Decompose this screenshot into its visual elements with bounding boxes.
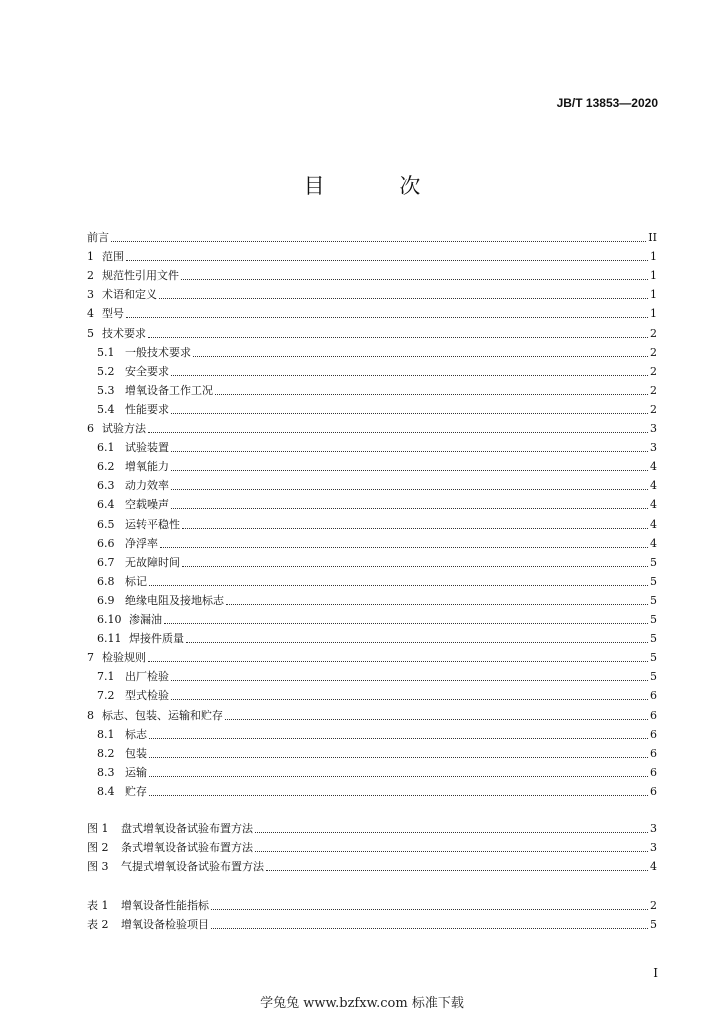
toc-entry-page: 4 bbox=[650, 517, 657, 531]
toc-entry-page: 2 bbox=[650, 899, 657, 912]
leader-dots bbox=[160, 546, 648, 548]
toc-entry-number: 7.1 bbox=[97, 670, 115, 684]
toc-row bbox=[87, 495, 657, 514]
toc-entry-label: 标记 bbox=[125, 574, 147, 588]
toc-entry-number: 表 2 bbox=[87, 918, 109, 932]
toc-entry-number: 图 1 bbox=[87, 822, 109, 835]
leader-dots bbox=[149, 756, 648, 758]
toc-entry-number: 6.9 bbox=[97, 593, 115, 607]
toc-entry-label: 增氧设备工作工况 bbox=[125, 383, 213, 397]
toc-entry-page: 5 bbox=[650, 593, 657, 607]
leader-dots bbox=[266, 869, 648, 871]
toc-entry-number: 6.11 bbox=[97, 632, 122, 646]
toc-entry-page: 1 bbox=[650, 307, 657, 321]
toc-entry-label: 条式增氧设备试验布置方法 bbox=[121, 841, 253, 855]
toc-entry-number: 5.1 bbox=[97, 345, 115, 359]
toc-row bbox=[87, 629, 657, 648]
toc-entry-number: 5.2 bbox=[97, 364, 115, 378]
toc-entry-page: 5 bbox=[650, 555, 657, 569]
leader-dots bbox=[215, 393, 648, 395]
toc-entry-number: 6.10 bbox=[97, 613, 122, 626]
toc-row bbox=[87, 400, 657, 419]
toc-entry-label: 绝缘电阻及接地标志 bbox=[125, 593, 224, 607]
toc-entry-page: 6 bbox=[650, 689, 657, 703]
leader-dots bbox=[111, 240, 646, 242]
toc-entry-label: 技术要求 bbox=[102, 326, 146, 340]
toc-entry-label: 检验规则 bbox=[102, 651, 146, 665]
leader-dots bbox=[181, 278, 648, 280]
toc-entry-label: 增氧设备检验项目 bbox=[121, 918, 209, 932]
toc-row bbox=[87, 534, 657, 553]
figure-list-row bbox=[87, 819, 657, 838]
toc-entry-label: 试验装置 bbox=[125, 441, 169, 455]
toc-entry-page: 5 bbox=[650, 632, 657, 646]
toc-row bbox=[87, 324, 657, 343]
figure-list-row bbox=[87, 838, 657, 857]
toc-entry-label: 出厂检验 bbox=[125, 670, 169, 684]
toc-entry-page: 2 bbox=[650, 364, 657, 378]
toc-entry-number: 8 bbox=[87, 708, 94, 722]
toc-row bbox=[87, 610, 657, 629]
leader-dots bbox=[148, 431, 648, 433]
toc-entry-label: 型号 bbox=[102, 307, 124, 321]
leader-dots bbox=[171, 679, 648, 681]
leader-dots bbox=[148, 336, 648, 338]
toc-entry-label: 包装 bbox=[125, 746, 147, 760]
leader-dots bbox=[149, 584, 648, 586]
toc-entry-number: 5 bbox=[87, 326, 94, 340]
toc-entry-number: 3 bbox=[87, 288, 94, 302]
leader-dots bbox=[126, 316, 648, 318]
leader-dots bbox=[171, 450, 648, 452]
toc-entry-page: 4 bbox=[650, 460, 657, 474]
toc-row bbox=[87, 343, 657, 362]
toc-entry-label: 贮存 bbox=[125, 784, 147, 798]
watermark: 学兔兔 www.bzfxw.com 标准下载 bbox=[260, 996, 464, 1011]
toc-entry-page: 2 bbox=[650, 326, 657, 340]
toc-entry-page: 6 bbox=[650, 708, 657, 722]
toc-row bbox=[87, 285, 657, 304]
toc-entry-label: 增氧能力 bbox=[125, 460, 169, 474]
toc-entry-label: 一般技术要求 bbox=[125, 345, 191, 359]
toc-entry-page: 1 bbox=[650, 269, 657, 283]
toc-entry-number: 6.8 bbox=[97, 574, 115, 588]
toc-entry-label: 型式检验 bbox=[125, 689, 169, 703]
toc-entry-page: 4 bbox=[650, 498, 657, 512]
toc-entry-number: 6.1 bbox=[97, 441, 115, 455]
toc-row bbox=[87, 648, 657, 667]
toc-row bbox=[87, 553, 657, 572]
toc-row bbox=[87, 667, 657, 686]
toc-entry-page: 2 bbox=[650, 402, 657, 416]
toc-entry-label: 标志 bbox=[125, 727, 147, 741]
toc-row bbox=[87, 572, 657, 591]
leader-dots bbox=[186, 641, 648, 643]
toc-entry-page: 4 bbox=[650, 860, 657, 874]
toc-entry-number: 6.2 bbox=[97, 460, 115, 474]
toc-entry-label: 焊接件质量 bbox=[129, 632, 184, 646]
toc-entry-number: 6.3 bbox=[97, 479, 115, 493]
toc-entry-number: 8.4 bbox=[97, 784, 115, 798]
toc-row bbox=[87, 438, 657, 457]
leader-dots bbox=[226, 603, 648, 605]
leader-dots bbox=[225, 718, 648, 720]
leader-dots bbox=[164, 622, 648, 624]
toc-row bbox=[87, 266, 657, 285]
toc-entry-page: 4 bbox=[650, 479, 657, 493]
page-number: I bbox=[653, 966, 658, 980]
toc-entry-label: 增氧设备性能指标 bbox=[121, 899, 209, 912]
toc-entry-number: 2 bbox=[87, 269, 94, 283]
toc-row bbox=[87, 744, 657, 763]
toc-entry-label: 性能要求 bbox=[125, 402, 169, 416]
leader-dots bbox=[255, 850, 648, 852]
toc-row bbox=[87, 362, 657, 381]
toc-entry-label: 术语和定义 bbox=[102, 288, 157, 302]
leader-dots bbox=[211, 927, 648, 929]
toc-entry-number: 图 2 bbox=[87, 841, 109, 855]
toc-entry-page: 3 bbox=[650, 422, 657, 435]
toc-entry-label: 无故障时间 bbox=[125, 555, 180, 569]
toc-entry-label: 气提式增氧设备试验布置方法 bbox=[121, 860, 264, 874]
toc-entry-label: 净浮率 bbox=[125, 536, 158, 550]
toc-row bbox=[87, 763, 657, 782]
toc-row bbox=[87, 706, 657, 725]
toc-entry-page: 4 bbox=[650, 536, 657, 550]
leader-dots bbox=[182, 527, 648, 529]
leader-dots bbox=[171, 488, 648, 490]
toc-row bbox=[87, 686, 657, 705]
leader-dots bbox=[171, 698, 648, 700]
toc-entry-page: 6 bbox=[650, 727, 657, 741]
leader-dots bbox=[149, 794, 648, 796]
leader-dots bbox=[149, 737, 648, 739]
toc-entry-number: 7 bbox=[87, 651, 94, 665]
toc-row bbox=[87, 725, 657, 744]
leader-dots bbox=[193, 355, 648, 357]
toc-entry-page: 6 bbox=[650, 746, 657, 760]
toc-entry-page: 1 bbox=[650, 288, 657, 302]
toc-entry-number: 8.2 bbox=[97, 746, 115, 760]
toc-entry-number: 6.5 bbox=[97, 517, 115, 531]
toc-entry-page: 1 bbox=[650, 250, 657, 264]
toc-entry-page: 3 bbox=[650, 441, 657, 455]
toc-row bbox=[87, 247, 657, 266]
toc-entry-page: 5 bbox=[650, 574, 657, 588]
toc-entry-number: 5.4 bbox=[97, 402, 115, 416]
toc-row bbox=[87, 476, 657, 495]
toc-entry-number: 6 bbox=[87, 422, 94, 435]
leader-dots bbox=[171, 507, 648, 509]
leader-dots bbox=[171, 469, 648, 471]
toc-entry-page: 5 bbox=[650, 613, 657, 626]
toc-entry-label: 空载噪声 bbox=[125, 498, 169, 512]
toc-entry-number: 图 3 bbox=[87, 860, 109, 874]
toc-row bbox=[87, 228, 657, 247]
toc-entry-page: II bbox=[648, 231, 657, 244]
toc-entry-page: 3 bbox=[650, 841, 657, 855]
toc-entry-page: 2 bbox=[650, 345, 657, 359]
leader-dots bbox=[148, 660, 648, 662]
toc-row bbox=[87, 457, 657, 476]
toc-row bbox=[87, 782, 657, 801]
toc-entry-label: 范围 bbox=[102, 250, 124, 264]
toc-entry-page: 2 bbox=[650, 383, 657, 397]
leader-dots bbox=[211, 908, 648, 910]
toc-entry-number: 5.3 bbox=[97, 383, 115, 397]
leader-dots bbox=[149, 775, 648, 777]
document-code: JB/T 13853—2020 bbox=[556, 96, 658, 110]
page-title: 目 次 bbox=[303, 174, 455, 198]
toc-entry-number: 8.1 bbox=[97, 727, 115, 741]
toc-entry-number: 6.6 bbox=[97, 536, 115, 550]
toc-row bbox=[87, 381, 657, 400]
toc-entry-label: 规范性引用文件 bbox=[102, 269, 179, 283]
toc-row bbox=[87, 419, 657, 438]
table-list-row bbox=[87, 915, 657, 934]
toc-entry-number: 6.4 bbox=[97, 498, 115, 512]
toc-entry-label: 标志、包装、运输和贮存 bbox=[102, 708, 223, 722]
toc-entry-number: 表 1 bbox=[87, 899, 109, 912]
toc-entry-label: 前言 bbox=[87, 231, 109, 244]
toc-entry-label: 安全要求 bbox=[125, 364, 169, 378]
toc-entry-page: 3 bbox=[650, 822, 657, 835]
leader-dots bbox=[182, 565, 648, 567]
toc-entry-number: 6.7 bbox=[97, 555, 115, 569]
leader-dots bbox=[159, 297, 648, 299]
toc-entry-label: 运转平稳性 bbox=[125, 517, 180, 531]
leader-dots bbox=[255, 831, 648, 833]
leader-dots bbox=[171, 412, 648, 414]
toc-entry-page: 5 bbox=[650, 651, 657, 665]
toc-entry-label: 试验方法 bbox=[102, 422, 146, 435]
toc-entry-label: 渗漏油 bbox=[129, 613, 162, 626]
toc-entry-page: 5 bbox=[650, 670, 657, 684]
toc-row bbox=[87, 515, 657, 534]
toc-entry-label: 盘式增氧设备试验布置方法 bbox=[121, 822, 253, 835]
toc-entry-number: 8.3 bbox=[97, 765, 115, 779]
toc-entry-page: 5 bbox=[650, 918, 657, 932]
leader-dots bbox=[171, 374, 648, 376]
figure-list-row bbox=[87, 857, 657, 876]
toc-entry-label: 动力效率 bbox=[125, 479, 169, 493]
toc-entry-page: 6 bbox=[650, 784, 657, 798]
leader-dots bbox=[126, 259, 648, 261]
toc-entry-number: 7.2 bbox=[97, 689, 115, 703]
toc-entry-number: 1 bbox=[87, 250, 94, 264]
toc-entry-number: 4 bbox=[87, 307, 94, 321]
toc-entry-label: 运输 bbox=[125, 765, 147, 779]
toc-row bbox=[87, 591, 657, 610]
toc-row bbox=[87, 304, 657, 323]
toc-entry-page: 6 bbox=[650, 765, 657, 779]
table-list-row bbox=[87, 896, 657, 915]
